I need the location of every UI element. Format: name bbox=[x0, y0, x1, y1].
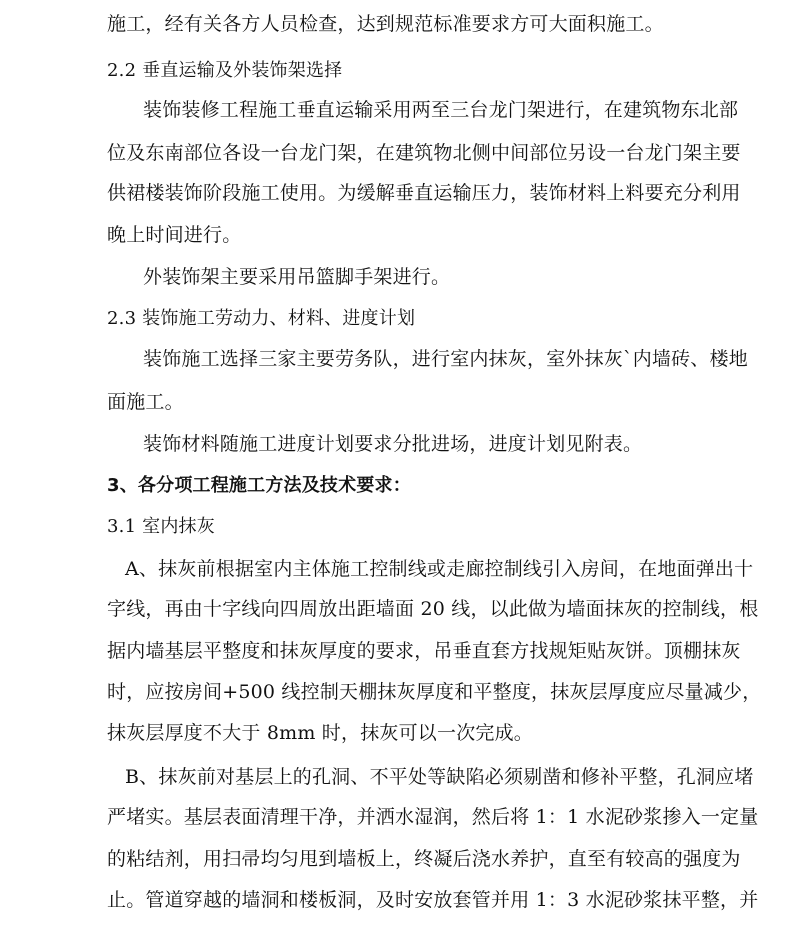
paragraph-line: 的粘结剂，用扫帚均匀甩到墙板上，终凝后浇水养护，直至有较高的强度为 bbox=[107, 848, 741, 870]
paragraph-line: 装饰材料随施工进度计划要求分批进场，进度计划见附表。 bbox=[143, 433, 643, 455]
paragraph-line: 严堵实。基层表面清理干净，并洒水湿润，然后将 1：1 水泥砂浆掺入一定量 bbox=[107, 806, 759, 828]
paragraph-line: 字线，再由十字线向四周放出距墙面 20 线，以此做为墙面抹灰的控制线，根 bbox=[107, 598, 759, 620]
paragraph-line: 止。管道穿越的墙洞和楼板洞，及时安放套管并用 1：3 水泥砂浆抹平整，并 bbox=[107, 889, 759, 911]
paragraph-line: B、抹灰前对基层上的孔洞、不平处等缺陷必须剔凿和修补平整，孔洞应堵 bbox=[125, 766, 754, 788]
paragraph-line: 供裙楼装饰阶段施工使用。为缓解垂直运输压力，装饰材料上料要充分利用 bbox=[107, 182, 741, 204]
section-heading-3-1: 3.1 室内抹灰 bbox=[107, 516, 215, 537]
paragraph-line: 据内墙基层平整度和抹灰厚度的要求，吊垂直套方找规矩贴灰饼。顶棚抹灰 bbox=[107, 640, 741, 662]
section-heading-2-2: 2.2 垂直运输及外装饰架选择 bbox=[107, 60, 343, 81]
paragraph-line: 装饰施工选择三家主要劳务队，进行室内抹灰，室外抹灰`内墙砖、楼地 bbox=[143, 348, 748, 370]
paragraph-line: 时，应按房间+500 线控制天棚抹灰厚度和平整度，抹灰层厚度应尽量减少， bbox=[107, 681, 762, 703]
paragraph-line: 面施工。 bbox=[107, 391, 184, 413]
paragraph-line: 外装饰架主要采用吊篮脚手架进行。 bbox=[143, 266, 451, 288]
paragraph-line: A、抹灰前根据室内主体施工控制线或走廊控制线引入房间，在地面弹出十 bbox=[125, 558, 754, 580]
paragraph-line: 施工，经有关各方人员检查，达到规范标准要求方可大面积施工。 bbox=[107, 13, 664, 35]
paragraph-line: 位及东南部位各设一台龙门架，在建筑物北侧中间部位另设一台龙门架主要 bbox=[107, 142, 741, 164]
paragraph-line: 装饰装修工程施工垂直运输采用两至三台龙门架进行，在建筑物东北部 bbox=[143, 99, 739, 121]
paragraph-line: 抹灰层厚度不大于 8mm 时，抹灰可以一次完成。 bbox=[107, 722, 534, 744]
section-heading-3: 3、各分项工程施工方法及技术要求： bbox=[107, 475, 411, 496]
section-heading-2-3: 2.3 装饰施工劳动力、材料、进度计划 bbox=[107, 308, 416, 329]
paragraph-line: 晚上时间进行。 bbox=[107, 224, 242, 246]
